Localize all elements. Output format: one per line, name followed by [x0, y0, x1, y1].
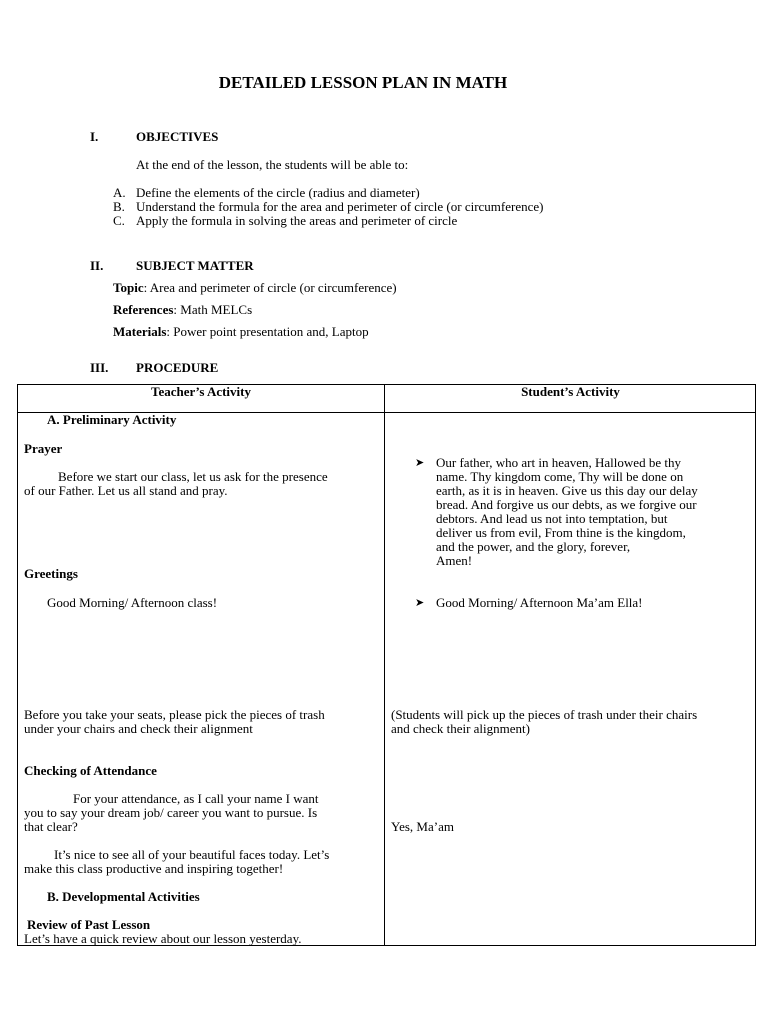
objective-letter: B.	[113, 199, 125, 214]
prayer-label: Prayer	[24, 441, 63, 456]
subject-matter-heading: SUBJECT MATTER	[136, 258, 254, 273]
objectives-intro: At the end of the lesson, the students will be able to:	[136, 157, 409, 172]
arrow-bullet-icon: ➤	[415, 597, 425, 609]
attendance-reply: Yes, Ma’am	[391, 819, 454, 834]
prayer-response-line: earth, as it is in heaven. Give us this day our delay	[436, 483, 698, 498]
objective-letter: C.	[113, 213, 125, 228]
procedure-table	[17, 384, 756, 946]
topic-label: Topic	[113, 280, 144, 295]
procedure-numeral: III.	[90, 360, 109, 375]
objective-item: Define the elements of the circle (radius and diameter)	[136, 185, 420, 200]
prayer-response-line: and the power, and the glory, forever,	[436, 539, 631, 554]
preliminary-activity-heading: A. Preliminary Activity	[47, 412, 177, 427]
prayer-response-line: bread. And forgive us our debts, as we forgive our	[436, 497, 697, 512]
references-label: References	[113, 302, 174, 317]
seats-instruction-line: Before you take your seats, please pick the pieces of trash	[24, 707, 325, 722]
materials-line	[113, 325, 369, 339]
materials-value: : Power point presentation and, Laptop	[166, 324, 369, 339]
column-divider	[384, 385, 385, 945]
prayer-response-line: Our father, who art in heaven, Hallowed be thy	[436, 455, 681, 470]
prayer-response-line: deliver us from evil, From thine is the kingdom,	[436, 525, 686, 540]
greetings-label: Greetings	[24, 566, 78, 581]
procedure-heading: PROCEDURE	[136, 360, 219, 375]
welcome-text-line: It’s nice to see all of your beautiful faces today. Let’s	[54, 847, 330, 862]
prayer-text-line: Before we start our class, let us ask for the presence	[58, 469, 328, 484]
attendance-label: Checking of Attendance	[24, 763, 157, 778]
objective-item: Understand the formula for the area and perimeter of circle (or circumference)	[136, 199, 544, 214]
prayer-response-line: Amen!	[436, 553, 473, 568]
references-value: : Math MELCs	[173, 302, 253, 317]
arrow-bullet-icon: ➤	[415, 457, 425, 469]
seats-instruction-line: under your chairs and check their alignment	[24, 721, 253, 736]
trash-response-line: (Students will pick up the pieces of trash under their chairs	[391, 707, 698, 722]
developmental-activities-heading: B. Developmental Activities	[47, 889, 200, 904]
objective-letter: A.	[113, 185, 126, 200]
attendance-text-line: For your attendance, as I call your name I want	[73, 791, 319, 806]
objective-item: Apply the formula in solving the areas and perimeter of circle	[136, 213, 458, 228]
prayer-response-line: name. Thy kingdom come, Thy will be done on	[436, 469, 684, 484]
attendance-text-line: you to say your dream job/ career you want to pursue. Is	[24, 805, 318, 820]
subject-matter-numeral: II.	[90, 258, 104, 273]
trash-response-line: and check their alignment)	[391, 721, 530, 736]
welcome-text-line: make this class productive and inspiring together!	[24, 861, 284, 876]
attendance-text-line: that clear?	[24, 819, 78, 834]
review-text: Let’s have a quick review about our lesson yesterday.	[24, 931, 302, 946]
topic-value: : Area and perimeter of circle (or circumference)	[143, 280, 397, 295]
topic-line	[113, 281, 397, 295]
objectives-numeral: I.	[90, 129, 99, 144]
materials-label: Materials	[113, 324, 167, 339]
review-label: Review of Past Lesson	[27, 917, 151, 932]
objectives-heading: OBJECTIVES	[136, 129, 219, 144]
teacher-activity-header: Teacher’s Activity	[150, 384, 251, 399]
greeting-reply: Good Morning/ Afternoon Ma’am Ella!	[436, 595, 643, 610]
references-line	[113, 303, 252, 317]
student-activity-header: Student’s Activity	[521, 384, 620, 399]
prayer-text-line: of our Father. Let us all stand and pray.	[24, 483, 228, 498]
greetings-text: Good Morning/ Afternoon class!	[47, 595, 218, 610]
document-title: DETAILED LESSON PLAN IN MATH	[218, 73, 508, 92]
prayer-response-line: debtors. And lead us not into temptation, but	[436, 511, 668, 526]
